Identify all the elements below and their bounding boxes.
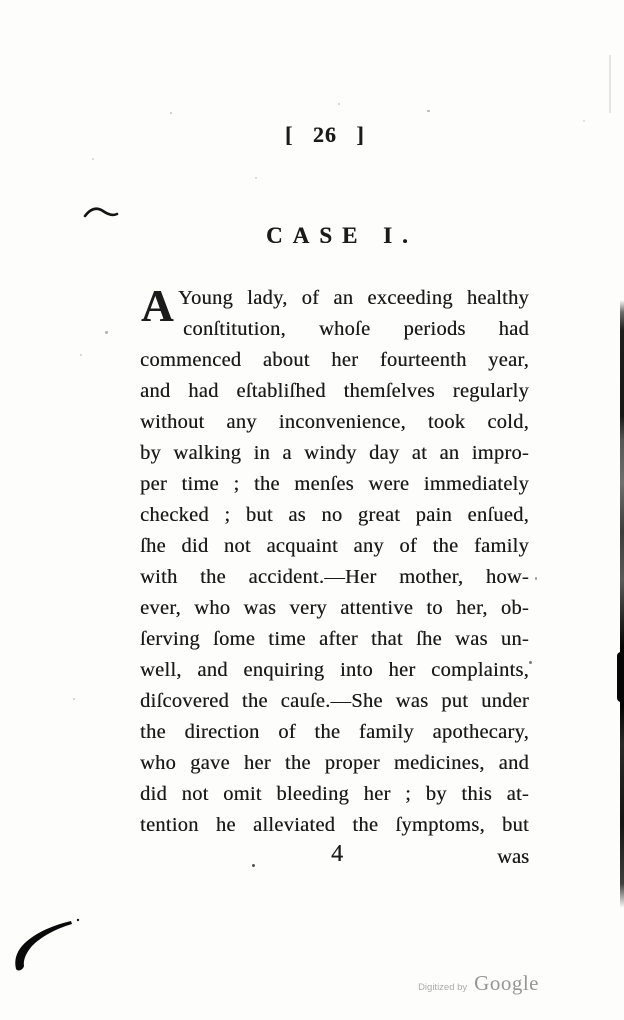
ink-stroke-mark [0, 895, 100, 980]
google-logo: Google [474, 971, 539, 995]
scan-edge-blotch [617, 652, 624, 702]
text-line: by walking in a windy day at an impro- [140, 442, 529, 464]
speck [73, 698, 75, 700]
speck [80, 354, 82, 356]
text-line: ſhe did not acquaint any of the family [140, 535, 529, 557]
text-line: per time ; the menſes were immediately [140, 473, 529, 495]
text-line: Young lady, of an exceeding healthy [178, 287, 529, 309]
text-line: without any inconvenience, took cold, [140, 411, 529, 433]
scan-edge-shadow [620, 300, 624, 908]
text-line: well, and enquiring into her complaints, [140, 659, 529, 681]
text-line: who gave her the proper medicines, and [140, 752, 529, 774]
footer-row [140, 839, 529, 871]
body-text-block [140, 283, 529, 841]
speck [583, 120, 585, 122]
speck [170, 112, 172, 114]
text-line: tention he alleviated the ſymptoms, but [140, 814, 529, 836]
speck [255, 177, 257, 179]
text-line: with the accident.—Her mother, how- [140, 566, 529, 588]
text-line: and had eſtabliſhed themſelves regularly [140, 380, 529, 402]
google-watermark [418, 971, 539, 996]
scan-smudge [609, 55, 611, 113]
speck [529, 661, 532, 664]
case-heading: CASE I. [266, 223, 418, 248]
text-line: diſcovered the cauſe.—She was put under [140, 690, 529, 712]
text-line: the direction of the family apothecary, [140, 721, 529, 743]
speck [92, 158, 94, 160]
speck [338, 103, 340, 105]
drop-cap-letter: A [141, 281, 174, 331]
text-line: checked ; but as no great pain enſued, [140, 504, 529, 526]
speck [427, 110, 430, 112]
speck [105, 331, 108, 334]
squiggle-mark [82, 203, 120, 225]
digitized-by-text: Digitized by [418, 982, 468, 993]
text-line: ſerving ſome time after that ſhe was un- [140, 628, 529, 650]
text-line: commenced about her fourteenth year, [140, 349, 529, 371]
speck [535, 577, 537, 580]
speck [252, 864, 255, 867]
catchword: was [497, 846, 529, 868]
page-number: [ 26 ] [285, 122, 365, 147]
text-line: conſtitution, whoſe periods had [183, 318, 529, 340]
press-figure: 4 [331, 841, 343, 867]
text-line: did not omit bleeding her ; by this at- [140, 783, 529, 805]
text-line: ever, who was very attentive to her, ob- [140, 597, 529, 619]
